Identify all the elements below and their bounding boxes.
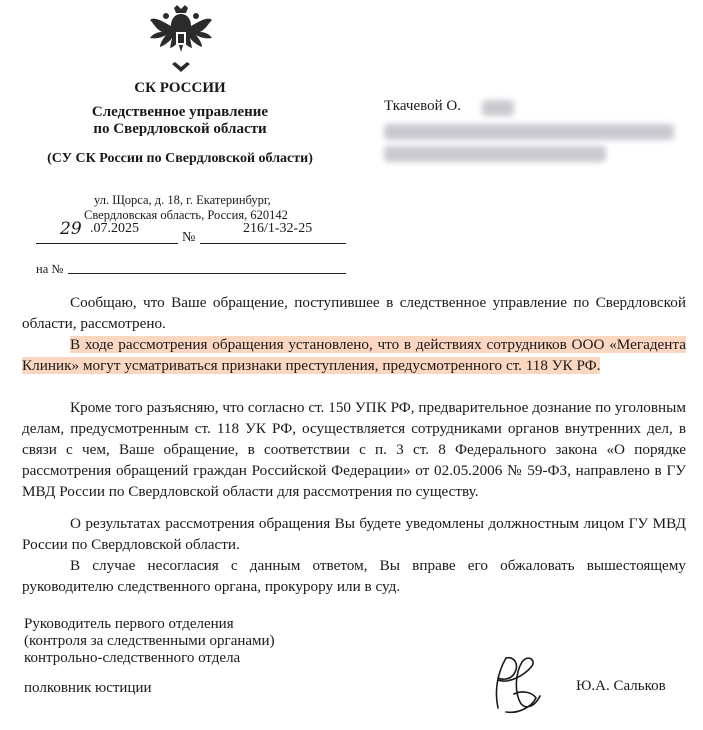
paragraph-2-highlighted [22,334,686,376]
handwritten-signature [484,650,554,720]
org-short-name: СК РОССИИ [134,80,226,96]
double-headed-eagle-icon [148,4,214,74]
paragraph-5: В случае несогласия с данным ответом, Вы вправе его обжаловать вышестоящему руководителю следственного органа, прокурору или в суд. [22,557,686,595]
address-line1: ул. Щорса, д. 18, г. Екатеринбург, [94,193,271,207]
redacted-address-blur-2 [384,146,606,162]
redacted-address-blur-1 [384,124,674,140]
date-month-year: .07.2025 [90,221,139,236]
highlighted-text: В ходе рассмотрения обращения установлено, что в действиях сотрудников ООО «Мегадента Клиник» могут усматриваться признаки преступления, предусмотренного ст. 118 УК РФ. [22,336,686,374]
redacted-name-blur [482,100,514,116]
paragraph-1: Сообщаю, что Ваше обращение, поступившее в следственное управление по Свердловской области, рассмотрено. [22,294,686,332]
paragraph-4: О результатах рассмотрения обращения Вы будете уведомлены должностным лицом ГУ МВД России по Свердловской области. [22,515,686,553]
number-underline [200,243,346,244]
signer-position-line3: контрольно-следственного отдела [24,650,241,666]
signer-name: Ю.А. Сальков [576,678,666,694]
date-underline [36,243,178,244]
number-sign: № [182,230,196,245]
org-name-line1: Следственное управление [91,104,269,120]
signer-position-line2: (контроля за следственными органами) [24,633,275,649]
address-line2: Свердловская область, Россия, 620142 [84,208,288,222]
signer-position-line1: Руководитель первого отделения [24,616,234,632]
reference-underline [68,273,346,274]
reference-label: на № [36,262,64,276]
recipient-name: Ткачевой О. [384,98,461,114]
org-name-line2: по Свердловской области [93,121,267,137]
date-day-handwritten: 29 [60,219,82,239]
outgoing-number: 216/1-32-25 [243,221,313,236]
paragraph-3: Кроме того разъясняю, что согласно ст. 150 УПК РФ, предварительное дознание по уголовным делам, предусмотренным ст. 118 УК РФ, осуществляется сотрудниками органов внутренних дел, в связи с чем, Ваше обращение, в соответствии с п. 3 ст. 8 Федерального закона «О порядке рассмотрения обращений граждан Российской Федерации» от 02.05.2006 № 59-ФЗ, направлено в ГУ МВД России по Свердловской области для рассмотрения по существу. [22,399,686,500]
org-abbreviation: (СУ СК России по Свердловской области) [47,151,313,166]
signer-rank: полковник юстиции [24,680,152,696]
